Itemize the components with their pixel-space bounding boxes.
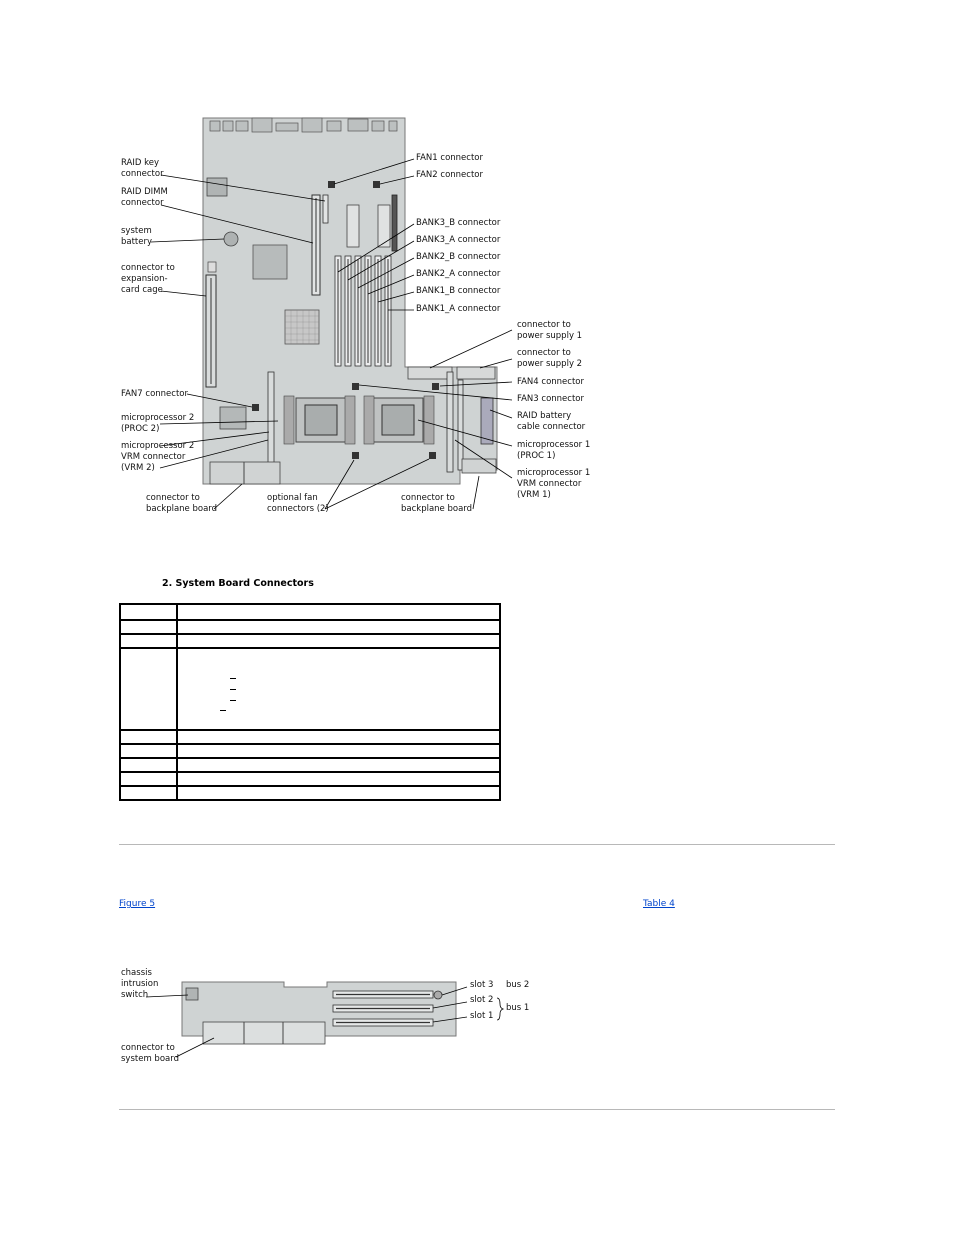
list-bullet: [230, 678, 236, 679]
label-bus-1: bus 1: [506, 1003, 530, 1013]
system-board-connectors-table: [119, 603, 501, 801]
table-row: [120, 744, 500, 758]
divider: [119, 844, 835, 845]
riser-card-figure: [0, 960, 954, 1070]
label-connector-to-system-board: connector to system board: [121, 1043, 179, 1064]
list-bullet: [230, 689, 236, 690]
table-row: [120, 634, 500, 648]
table-4-link[interactable]: Table 4: [643, 899, 675, 909]
label-fan4-connector: FAN4 connector: [517, 377, 584, 387]
table-row: [120, 758, 500, 772]
label-microprocessor-2-vrm: microprocessor 2 VRM connector (VRM 2): [121, 441, 195, 473]
label-optional-fan-connectors: optional fan connectors (2): [267, 493, 329, 514]
label-bank2-a: BANK2_A connector: [416, 269, 501, 279]
figure-5-link[interactable]: Figure 5: [119, 899, 156, 909]
list-bullet: [230, 700, 236, 701]
table-row: [120, 648, 500, 730]
table-row: [120, 604, 500, 620]
label-power-supply-1: connector to power supply 1: [517, 320, 583, 341]
system-board-figure: [0, 0, 954, 560]
label-bank3-b: BANK3_B connector: [416, 218, 501, 228]
table-row: [120, 786, 500, 800]
label-fan2-connector: FAN2 connector: [416, 170, 483, 180]
label-bank3-a: BANK3_A connector: [416, 235, 501, 245]
label-chassis-intrusion-switch: chassis intrusion switch: [121, 968, 159, 1000]
label-fan1-connector: FAN1 connector: [416, 153, 483, 163]
label-bank2-b: BANK2_B connector: [416, 252, 501, 262]
label-system-battery: system battery: [121, 226, 153, 247]
label-bank1-b: BANK1_B connector: [416, 286, 501, 296]
list-bullet: [220, 710, 226, 711]
label-power-supply-2: connector to power supply 2: [517, 348, 583, 369]
table-row: [120, 772, 500, 786]
label-raid-key-connector: RAID key connector: [121, 158, 164, 179]
label-bank1-a: BANK1_A connector: [416, 304, 501, 314]
label-bus-2: bus 2: [506, 980, 530, 990]
table-caption: 2. System Board Connectors: [162, 578, 314, 589]
label-microprocessor-1: microprocessor 1 (PROC 1): [517, 440, 591, 461]
label-microprocessor-1-vrm: microprocessor 1 VRM connector (VRM 1): [517, 468, 591, 500]
label-backplane-left: connector to backplane board: [146, 493, 218, 514]
label-backplane-right: connector to backplane board: [401, 493, 473, 514]
table-row: [120, 620, 500, 634]
table-row: [120, 730, 500, 744]
label-expansion-card-cage: connector to expansion- card cage: [121, 263, 175, 295]
label-slot-1: slot 1: [470, 1011, 494, 1021]
divider: [119, 1109, 835, 1110]
label-raid-dimm-connector: RAID DIMM connector: [121, 187, 168, 208]
label-slot-3: slot 3: [470, 980, 494, 990]
label-fan3-connector: FAN3 connector: [517, 394, 584, 404]
label-slot-2: slot 2: [470, 995, 494, 1005]
label-microprocessor-2: microprocessor 2 (PROC 2): [121, 413, 195, 434]
label-fan7-connector: FAN7 connector: [121, 389, 188, 399]
label-raid-battery-cable: RAID battery cable connector: [517, 411, 586, 432]
